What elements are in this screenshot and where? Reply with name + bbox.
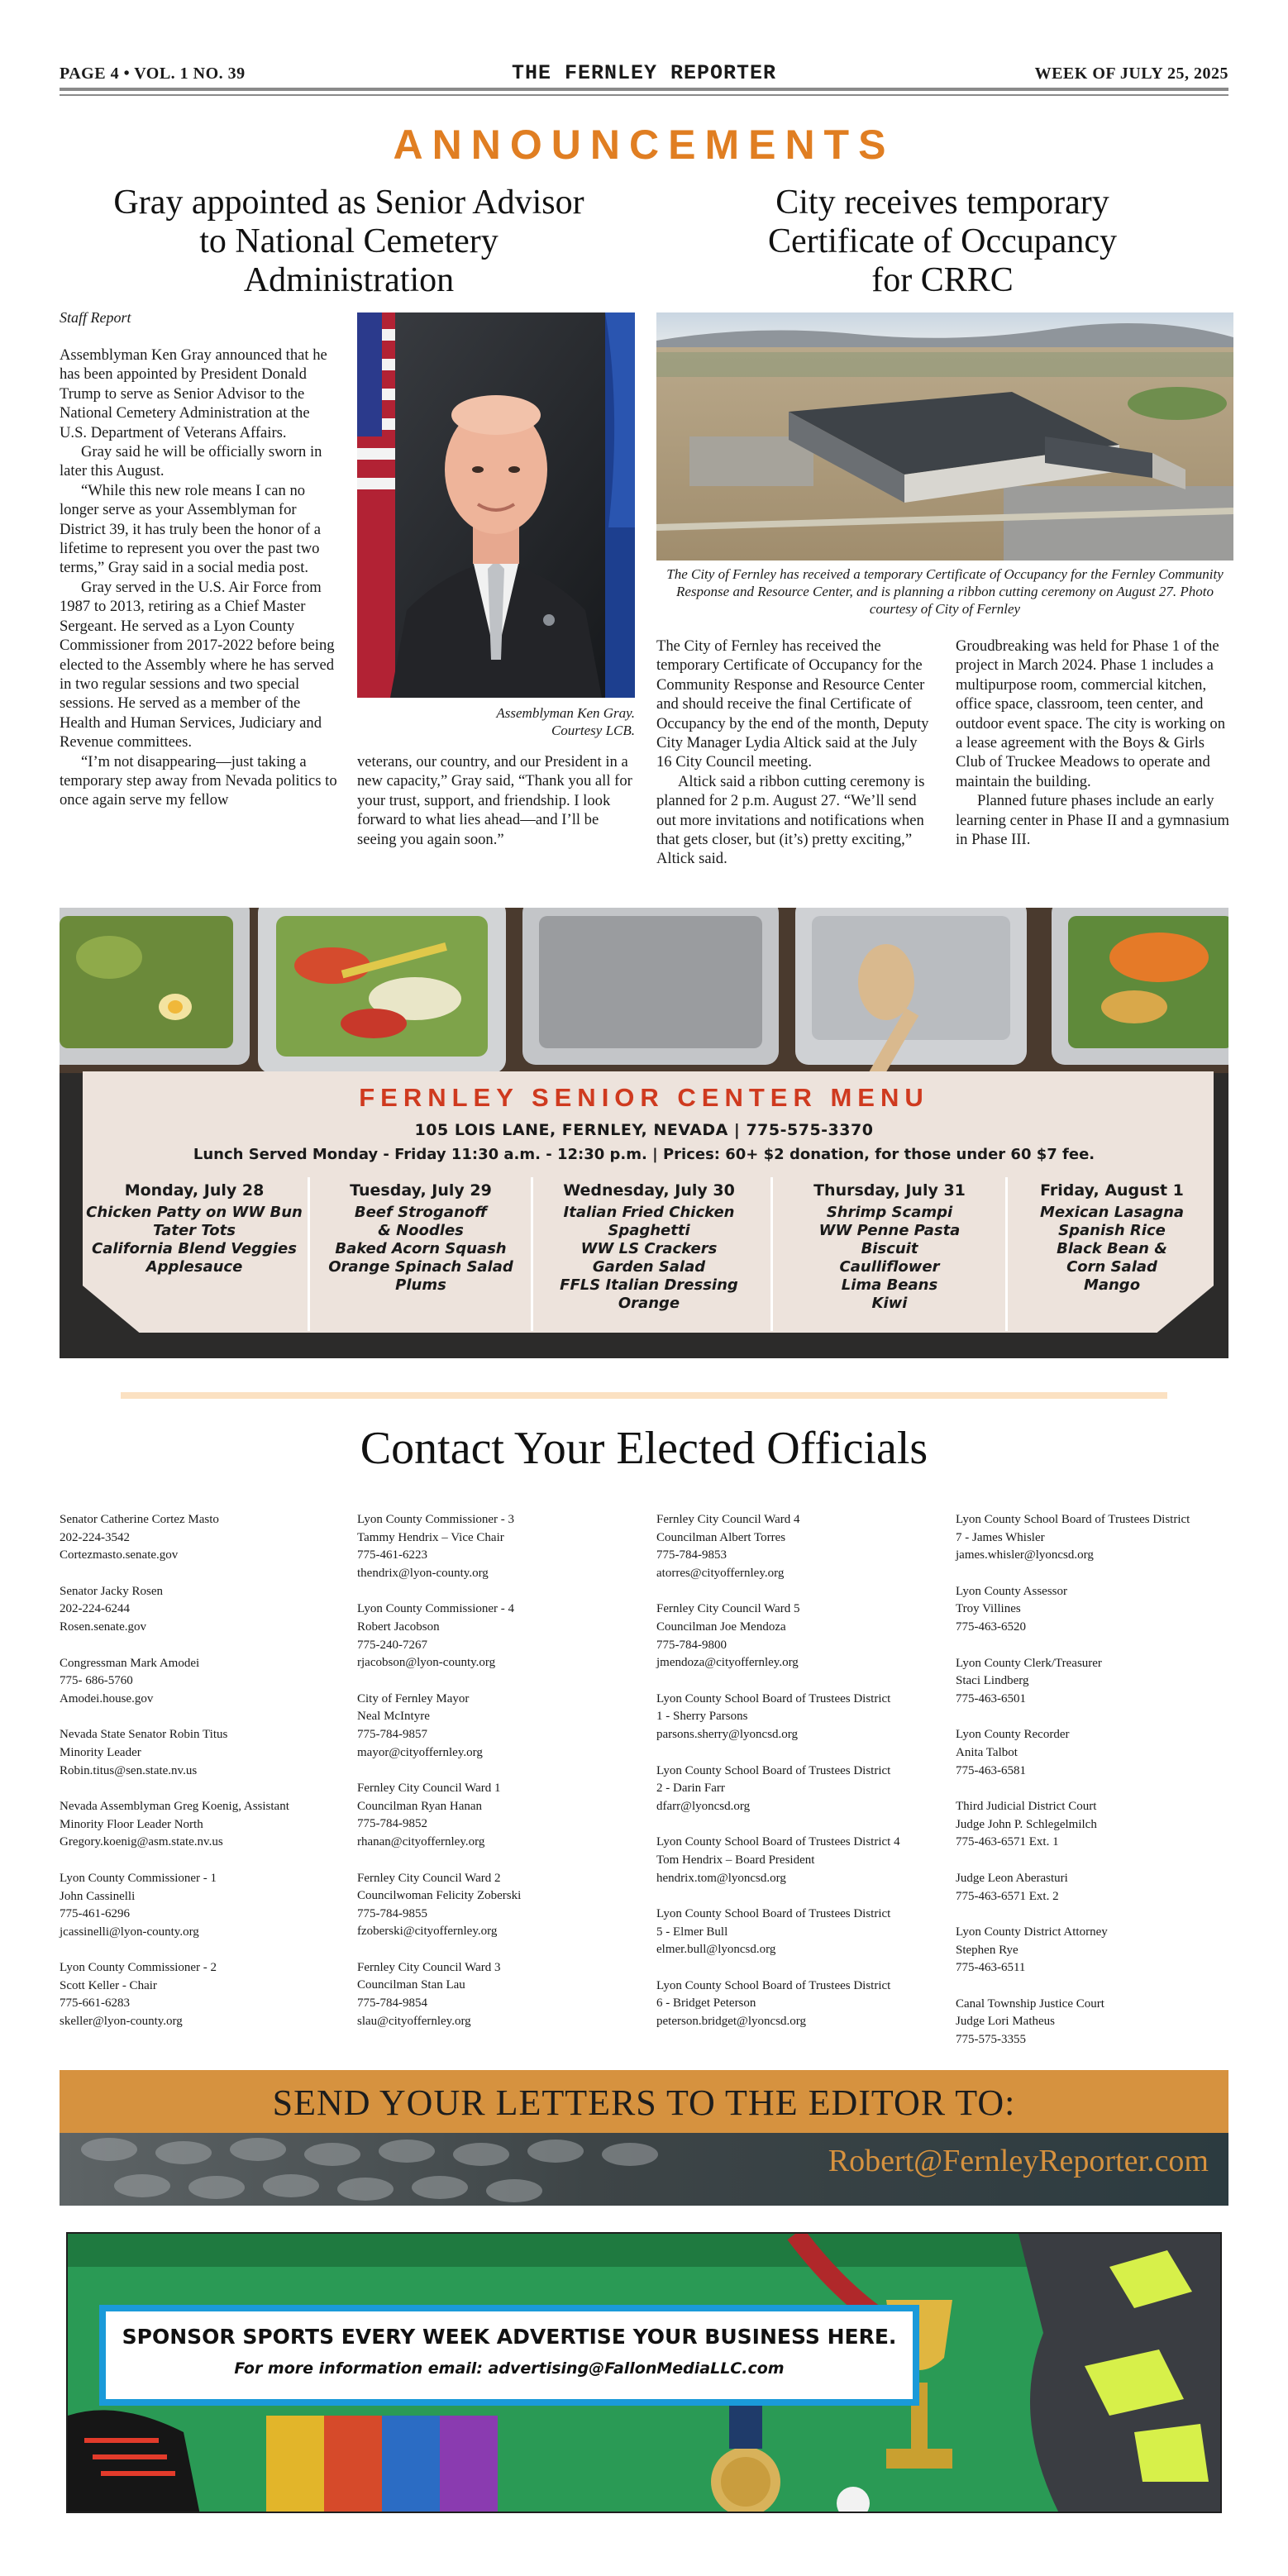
contact-line: 775-784-9853	[656, 1548, 727, 1562]
contact-line: james.whisler@lyoncsd.org	[956, 1548, 1094, 1562]
paragraph: Gray served in the U.S. Air Force from 1987 to 2013, retiring as a Chief Master Sergeant. He served as a Lyon County Commissioner from 2017-2022 before being elected to the Assembly where he has served in two regular sessions and two special sessions. He served as a member of the Health and Human Services, Judiciary and Revenue committees.	[60, 578, 335, 751]
contact-line: John Cassinelli	[60, 1889, 136, 1903]
contact-line: Anita Talbot	[956, 1745, 1018, 1759]
contact-line: Robert Jacobson	[357, 1620, 440, 1634]
paragraph: Gray said he will be officially sworn in later this August.	[60, 443, 322, 480]
contact-line: Lyon County District Attorney	[956, 1925, 1108, 1939]
contact-line: jmendoza@cityoffernley.org	[656, 1656, 799, 1670]
menu-item: Orange	[618, 1295, 680, 1312]
menu-day-tuesday	[312, 1181, 529, 1295]
contact-line: Amodei.house.gov	[60, 1691, 154, 1705]
contacts-column-4	[956, 1511, 1237, 2068]
menu-address: 105 LOIS LANE, FERNLEY, NEVADA | 775-575-3370	[414, 1121, 874, 1139]
contact-line: Councilman Ryan Hanan	[357, 1799, 483, 1813]
menu-item: California Blend Veggies	[92, 1240, 297, 1257]
menu-item: Mango	[1083, 1276, 1141, 1294]
crrc-headline-line: Certificate of Occupancy	[767, 222, 1118, 260]
crrc-headline-line: for CRRC	[871, 261, 1014, 299]
contact-entry	[656, 1691, 946, 1744]
contact-line: Nevada State Senator Robin Titus	[60, 1728, 228, 1742]
page-header	[60, 60, 1228, 86]
gray-headline-line: to National Cemetery	[199, 222, 499, 260]
menu-divider	[308, 1177, 310, 1331]
contact-line: Minority Floor Leader North	[60, 1817, 203, 1831]
contact-line: Lyon County Clerk/Treasurer	[956, 1656, 1102, 1670]
contact-entry	[357, 1959, 638, 2030]
contact-entry	[956, 1583, 1237, 1637]
contact-line: thendrix@lyon-county.org	[357, 1566, 489, 1580]
menu-day-monday	[86, 1181, 303, 1276]
issue-week: WEEK OF JULY 25, 2025	[1034, 64, 1228, 83]
contact-entry	[60, 1511, 341, 1565]
contact-entry	[60, 1583, 341, 1637]
contact-line: 202-224-3542	[60, 1530, 130, 1544]
contact-line: 775-463-6501	[956, 1691, 1026, 1705]
contact-line: Lyon County Recorder	[956, 1728, 1070, 1742]
contact-entry	[357, 1511, 638, 1582]
gray-article-col1	[60, 346, 339, 810]
crrc-headline-line: City receives temporary	[775, 184, 1109, 222]
contact-line: Judge Lori Matheus	[956, 2015, 1055, 2029]
contact-line: 775-661-6283	[60, 1996, 130, 2011]
letters-email[interactable]: Robert@FernleyReporter.com	[828, 2144, 1209, 2178]
contact-line: Fernley City Council Ward 2	[357, 1871, 501, 1885]
menu-divider	[531, 1177, 533, 1331]
menu-item: Shrimp Scampi	[826, 1204, 953, 1221]
contact-line: 775-463-6520	[956, 1620, 1026, 1634]
contact-line: Robin.titus@sen.state.nv.us	[60, 1763, 198, 1777]
contact-line: Lyon County School Board of Trustees District	[656, 1907, 891, 1921]
menu-item: FFLS Italian Dressing	[560, 1276, 738, 1294]
contact-line: 775-784-9854	[357, 1996, 427, 2011]
gray-article-col2	[357, 752, 635, 849]
contact-line: 775-461-6223	[357, 1548, 427, 1562]
contact-entry	[60, 1870, 341, 1941]
caption-line: Courtesy LCB.	[551, 723, 635, 738]
contact-line: Fernley City Council Ward 4	[656, 1513, 800, 1526]
contact-line: 775-463-6571 Ext. 2	[956, 1889, 1059, 1903]
contact-line: Lyon County Commissioner - 4	[357, 1602, 515, 1616]
contact-line: Lyon County Commissioner - 1	[60, 1871, 217, 1885]
crrc-headline	[656, 184, 1228, 300]
contact-line: 775-784-9855	[357, 1906, 427, 1920]
crrc-article-col1	[656, 637, 933, 869]
menu-item: Orange Spinach Salad	[328, 1258, 513, 1276]
contact-line: Troy Villines	[956, 1602, 1021, 1616]
menu-item: Tater Tots	[153, 1222, 236, 1239]
contact-line: Councilman Albert Torres	[656, 1530, 786, 1544]
letters-banner	[60, 2070, 1228, 2206]
contact-line: 775-575-3355	[956, 2033, 1026, 2047]
menu-item: Kiwi	[871, 1295, 908, 1312]
contact-entry	[60, 1726, 341, 1780]
contact-line: rjacobson@lyon-county.org	[357, 1656, 496, 1670]
menu-item: Chicken Patty on WW Bun	[86, 1204, 303, 1221]
menu-divider	[770, 1177, 773, 1331]
contact-line: mayor@cityoffernley.org	[357, 1745, 483, 1759]
contact-line: 7 - James Whisler	[956, 1530, 1045, 1544]
header-rule	[60, 88, 1228, 91]
paragraph: Groudbreaking was held for Phase 1 of the project in March 2024. Phase 1 includes a multipurpose room, commercial kitchen, office space, classroom, teen center, and outdoor event space. The city is working on a lease agreement with the Boys & Girls Club of Truckee Meadows to operate and maintain the building.	[956, 637, 1226, 790]
crrc-building-photo	[656, 312, 1233, 561]
menu-lunch-info: Lunch Served Monday - Friday 11:30 a.m. - 12:30 p.m. | Prices: 60+ $2 donation, for those under 60 $7 fee.	[193, 1146, 1095, 1163]
contact-entry	[357, 1600, 638, 1672]
caption-line: Assemblyman Ken Gray.	[496, 705, 635, 721]
menu-item: Black Bean &	[1057, 1240, 1167, 1257]
contact-line: 775-784-9857	[357, 1727, 427, 1741]
contact-line: 6 - Bridget Peterson	[656, 1996, 756, 2011]
paragraph: “While this new role means I can no longer serve as your Assemblyman for District 39, it has truly been the honor of a lifetime to represent you over the past two terms,” Gray said in a social media post.	[60, 481, 322, 577]
contact-line: jcassinelli@lyon-county.org	[60, 1925, 199, 1939]
contact-line: Cortezmasto.senate.gov	[60, 1548, 179, 1562]
contact-entry	[656, 1511, 946, 1582]
sponsor-headline: SPONSOR SPORTS EVERY WEEK ADVERTISE YOUR BUSINESS HERE.	[122, 2325, 897, 2349]
contact-line: Judge Leon Aberasturi	[956, 1871, 1068, 1885]
contact-line: fzoberski@cityoffernley.org	[357, 1925, 498, 1939]
contact-line: Third Judicial District Court	[956, 1800, 1097, 1814]
ken-gray-photo	[357, 312, 635, 698]
menu-item: Mexican Lasagna	[1039, 1204, 1185, 1221]
contact-line: 775-463-6581	[956, 1763, 1026, 1777]
sponsor-text-box	[99, 2305, 919, 2406]
contact-entry	[656, 1977, 946, 2031]
contact-line: Lyon County School Board of Trustees District 4	[656, 1835, 900, 1849]
contact-entry	[357, 1780, 638, 1851]
contact-line: Lyon County School Board of Trustees District	[656, 1763, 891, 1777]
contact-entry	[956, 1924, 1237, 1977]
menu-item: Beef Stroganoff	[354, 1204, 488, 1221]
contact-entry	[956, 1655, 1237, 1709]
menu-item: Applesauce	[145, 1258, 243, 1276]
menu-item: Baked Acorn Squash	[335, 1240, 507, 1257]
contact-entry	[357, 1870, 638, 1941]
contact-line: 775-784-9852	[357, 1817, 427, 1831]
menu-day-name: Wednesday, July 30	[563, 1181, 735, 1200]
menu-day-thursday	[775, 1181, 1004, 1313]
menu-item: WW LS Crackers	[580, 1240, 718, 1257]
menu-item: Lima Beans	[841, 1276, 938, 1294]
contact-entry	[60, 1655, 341, 1709]
contact-line: 775-463-6511	[956, 1961, 1026, 1975]
contact-line: 202-224-6244	[60, 1602, 130, 1616]
contact-line: 775-240-7267	[357, 1638, 427, 1652]
contact-line: Neal McIntyre	[357, 1710, 430, 1724]
contacts-column-3	[656, 1511, 946, 2049]
contact-line: Stephen Rye	[956, 1943, 1018, 1957]
contact-line: Lyon County School Board of Trustees District	[656, 1691, 891, 1705]
menu-item: Garden Salad	[592, 1258, 706, 1276]
byline: Staff Report	[60, 309, 131, 326]
contact-line: Minority Leader	[60, 1745, 141, 1759]
menu-item: & Noodles	[378, 1222, 464, 1239]
contact-line: Judge John P. Schlegelmilch	[956, 1817, 1097, 1831]
contact-line: elmer.bull@lyoncsd.org	[656, 1943, 776, 1957]
contact-entry	[956, 1996, 1237, 2049]
contact-line: Nevada Assemblyman Greg Koenig, Assistant	[60, 1800, 289, 1814]
contact-line: Fernley City Council Ward 5	[656, 1602, 800, 1616]
contact-entry	[656, 1834, 946, 1887]
menu-day-name: Tuesday, July 29	[350, 1181, 492, 1200]
menu-day-name: Thursday, July 31	[813, 1181, 966, 1200]
contact-entry	[956, 1870, 1237, 1906]
contacts-column-1	[60, 1511, 341, 2049]
crrc-article-col2	[956, 637, 1233, 849]
contact-line: Tom Hendrix – Board President	[656, 1853, 815, 1867]
contact-line: Councilwoman Felicity Zoberski	[357, 1889, 522, 1903]
sponsor-subline: For more information email: advertising@FallonMediaLLC.com	[234, 2359, 785, 2378]
contact-line: peterson.bridget@lyoncsd.org	[656, 2015, 807, 2029]
contact-line: atorres@cityoffernley.org	[656, 1566, 785, 1580]
paragraph: Altick said a ribbon cutting ceremony is planned for 2 p.m. August 27. “We’ll send out more invitations and notifications when that gets closer, but (it’s) pretty exciting,” Altick said.	[656, 772, 925, 868]
contact-line: Lyon County School Board of Trustees District	[956, 1513, 1190, 1526]
letters-title: SEND YOUR LETTERS TO THE EDITOR TO:	[272, 2082, 1016, 2123]
contact-line: Lyon County School Board of Trustees District	[656, 1978, 891, 1992]
paragraph: veterans, our country, and our President in a new capacity,” Gray said, “Thank you all for your trust, support, and friendship. I look forward to what lies ahead—and I’ll be seeing you again soon.”	[357, 753, 632, 848]
header-rule-thin	[60, 94, 1228, 96]
paper-name: THE FERNLEY REPORTER	[511, 61, 777, 85]
contact-line: Lyon County Commissioner - 3	[357, 1513, 515, 1526]
menu-item: Plums	[395, 1276, 446, 1294]
page-info: PAGE 4 • VOL. 1 NO. 39	[60, 64, 246, 83]
contact-line: skeller@lyon-county.org	[60, 2015, 183, 2029]
contact-entry	[656, 1600, 946, 1672]
contact-line: Senator Jacky Rosen	[60, 1584, 163, 1598]
menu-day-name: Friday, August 1	[1040, 1181, 1184, 1200]
contact-line: Gregory.koenig@asm.state.nv.us	[60, 1835, 223, 1849]
contact-line: slau@cityoffernley.org	[357, 2014, 471, 2028]
contact-line: 775- 686-5760	[60, 1674, 133, 1688]
contacts-column-2	[357, 1511, 638, 2049]
contact-line: Senator Catherine Cortez Masto	[60, 1513, 219, 1526]
contact-line: parsons.sherry@lyoncsd.org	[656, 1727, 799, 1741]
contact-entry	[60, 1798, 341, 1852]
contact-entry	[956, 1511, 1237, 1565]
contact-entry	[956, 1798, 1237, 1852]
contact-line: Canal Township Justice Court	[956, 1996, 1104, 2011]
contact-line: rhanan@cityoffernley.org	[357, 1834, 485, 1849]
contacts-title: Contact Your Elected Officials	[360, 1423, 928, 1474]
contact-entry	[656, 1763, 946, 1816]
contact-entry	[656, 1906, 946, 1959]
contact-line: 775-461-6296	[60, 1907, 130, 1921]
contact-line: Tammy Hendrix – Vice Chair	[357, 1530, 504, 1544]
paragraph: Planned future phases include an early learning center in Phase II and a gymnasium in Phase III.	[956, 792, 1229, 849]
contact-entry	[956, 1726, 1237, 1780]
paragraph: The City of Fernley has received the temporary Certificate of Occupancy for the Community Response and Resource Center and should receive the final Certificate of Occupancy by the end of the month, Deputy City Manager Lydia Altick said at the July 16 City Council meeting.	[656, 637, 929, 771]
contact-line: Staci Lindberg	[956, 1674, 1029, 1688]
contact-line: Scott Keller - Chair	[60, 1978, 157, 1992]
contact-line: 5 - Elmer Bull	[656, 1925, 728, 1939]
contact-line: 2 - Darin Farr	[656, 1782, 725, 1796]
portrait-illustration	[357, 312, 635, 698]
menu-item: Biscuit	[861, 1240, 918, 1257]
menu-title: FERNLEY SENIOR CENTER MENU	[359, 1083, 929, 1112]
menu-item: Caulliflower	[839, 1258, 940, 1276]
contact-line: 775-463-6571 Ext. 1	[956, 1835, 1059, 1849]
menu-item: Spanish Rice	[1058, 1222, 1166, 1239]
contact-line: 1 - Sherry Parsons	[656, 1710, 748, 1724]
contact-line: hendrix.tom@lyoncsd.org	[656, 1871, 786, 1885]
gray-photo-caption	[357, 704, 635, 739]
menu-day-name: Monday, July 28	[124, 1181, 265, 1200]
contact-entry	[60, 1959, 341, 2030]
gray-headline-line: Administration	[243, 261, 455, 299]
contact-line: Fernley City Council Ward 1	[357, 1782, 501, 1796]
section-title: ANNOUNCEMENTS	[393, 122, 895, 168]
contact-line: City of Fernley Mayor	[357, 1691, 470, 1705]
contact-line: Congressman Mark Amodei	[60, 1656, 200, 1670]
menu-divider	[1005, 1177, 1008, 1331]
sponsor-ad	[66, 2232, 1222, 2513]
contact-line: Councilman Joe Mendoza	[656, 1620, 786, 1634]
gray-headline	[60, 184, 638, 300]
paragraph: “I’m not disappearing—just taking a temporary step away from Nevada politics to once again serve my fellow	[60, 752, 337, 809]
contact-entry	[357, 1691, 638, 1762]
contact-line: 775-784-9800	[656, 1638, 727, 1652]
aerial-illustration	[656, 312, 1233, 561]
menu-item: Corn Salad	[1066, 1258, 1157, 1276]
contact-line: Fernley City Council Ward 3	[357, 1960, 501, 1974]
menu-item: Spaghetti	[608, 1222, 690, 1239]
contact-line: Councilman Stan Lau	[357, 1978, 465, 1992]
menu-item: Italian Fried Chicken	[563, 1204, 735, 1221]
contact-line: Rosen.senate.gov	[60, 1620, 146, 1634]
paragraph: Assemblyman Ken Gray announced that he has been appointed by President Donald Trump to serve as Senior Advisor to the National Cemetery Administration at the U.S. Department of Veterans Affairs.	[60, 346, 327, 441]
menu-day-friday	[1010, 1181, 1214, 1295]
crrc-photo-caption: The City of Fernley has received a temporary Certificate of Occupancy for the Fernley Community Response and Resource Center, and is planning a ribbon cutting ceremony on August 27. Photo courtesy of City of Fernley	[666, 566, 1224, 617]
menu-item: WW Penne Pasta	[818, 1222, 961, 1239]
section-divider	[121, 1392, 1167, 1399]
gray-headline-line: Gray appointed as Senior Advisor	[113, 184, 584, 222]
menu-day-wednesday	[536, 1181, 762, 1313]
contact-line: dfarr@lyoncsd.org	[656, 1799, 751, 1813]
contact-line: Lyon County Assessor	[956, 1584, 1068, 1598]
contact-line: Lyon County Commissioner - 2	[60, 1961, 217, 1975]
